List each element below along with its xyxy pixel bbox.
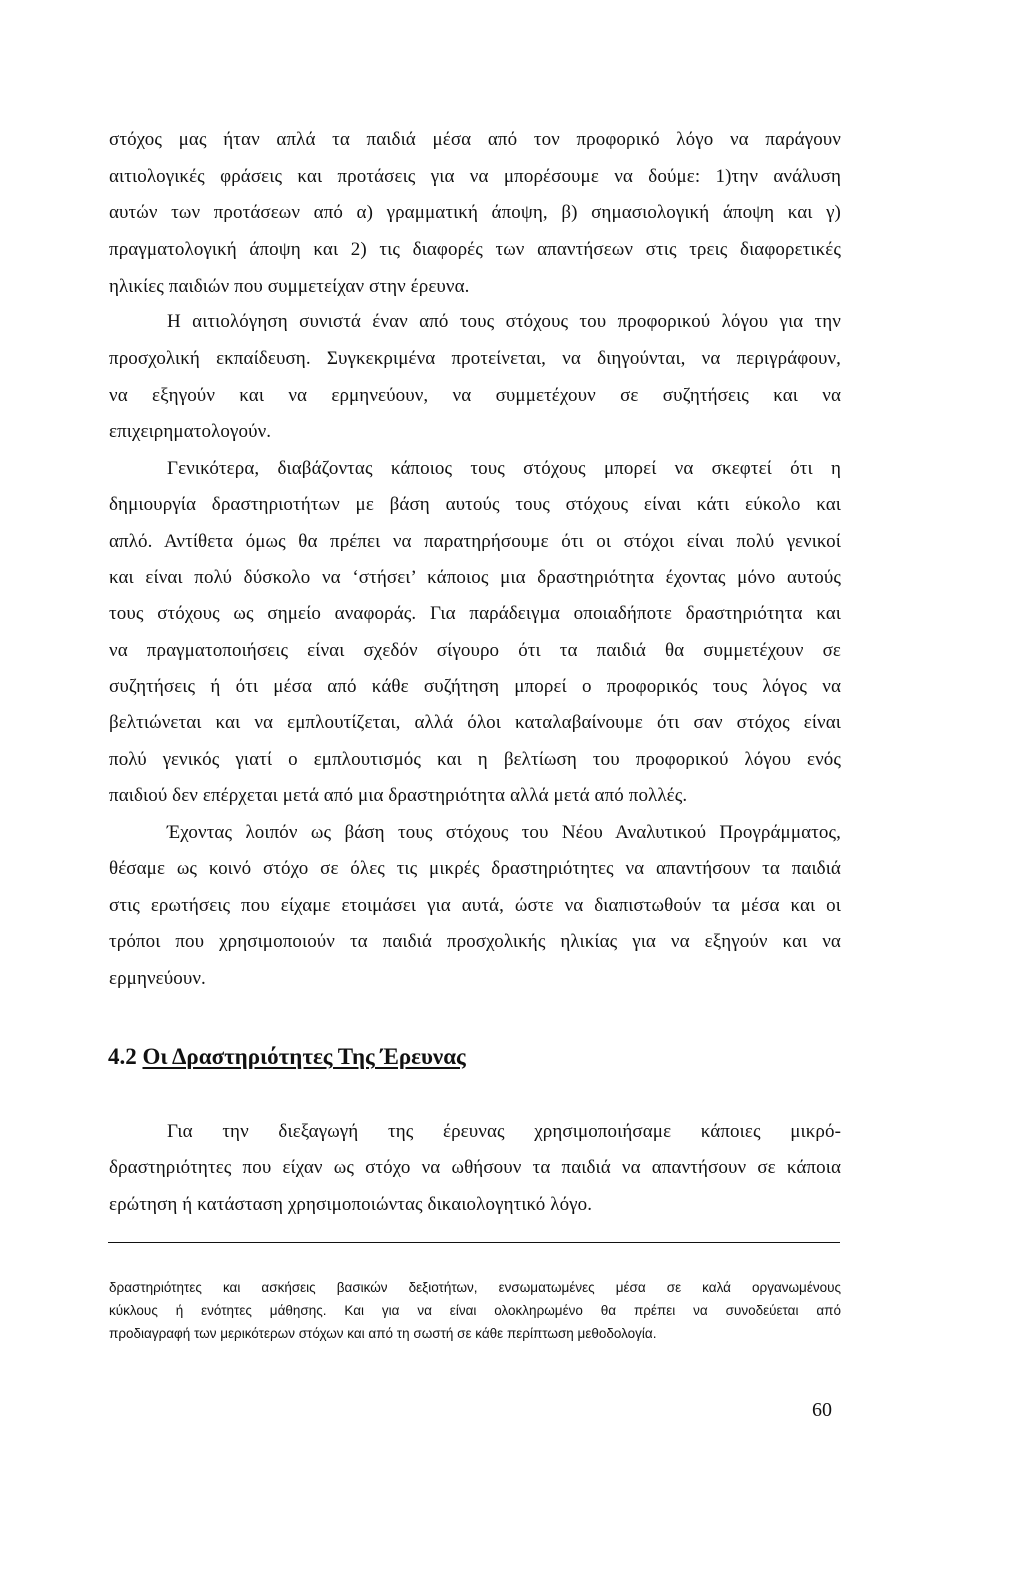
body-text-line: αυτών των προτάσεων από α) γραμματική άποψη, β) σημασιολογική άποψη και γ) xyxy=(109,202,841,223)
body-text-line: θέσαμε ως κοινό στόχο σε όλες τις μικρές δραστηριότητες να απαντήσουν τα παιδιά xyxy=(109,858,841,879)
body-text-line: πραγματολογική άποψη και 2) τις διαφορές των απαντήσεων στις τρεις διαφορετικές xyxy=(109,239,841,260)
footnote-line: κύκλους ή ενότητες μάθησης. Και για να είναι ολοκληρωμένο θα πρέπει να συνοδεύεται από xyxy=(109,1303,841,1318)
section-heading xyxy=(108,1043,466,1071)
body-text-line: Έχοντας λοιπόν ως βάση τους στόχους του Νέου Αναλυτικού Προγράμματος, xyxy=(167,822,841,843)
body-text-line: προσχολική εκπαίδευση. Συγκεκριμένα προτείνεται, να διηγούνται, να περιγράφουν, xyxy=(109,348,841,369)
body-text-line: βελτιώνεται και να εμπλουτίζεται, αλλά όλοι καταλαβαίνουμε ότι σαν στόχος είναι xyxy=(109,712,841,733)
body-text-line: ηλικίες παιδιών που συμμετείχαν στην έρευνα. xyxy=(109,276,470,297)
section-number: 4.2 xyxy=(108,1044,137,1069)
body-text-line: στόχος μας ήταν απλά τα παιδιά μέσα από τον προφορικό λόγο να παράγουν xyxy=(109,129,841,150)
footnote-line: προδιαγραφή των μερικότερων στόχων και από τη σωστή σε κάθε περίπτωση μεθοδολογία. xyxy=(109,1326,657,1341)
body-text-line: τρόποι που χρησιμοποιούν τα παιδιά προσχολικής ηλικίας για να εξηγούν και να xyxy=(109,931,841,952)
body-text-line: Για την διεξαγωγή της έρευνας χρησιμοποιήσαμε κάποιες μικρό- xyxy=(167,1121,841,1142)
body-text-line: δημιουργία δραστηριοτήτων με βάση αυτούς τους στόχους είναι κάτι εύκολο και xyxy=(109,494,841,515)
body-text-line: στις ερωτήσεις που είχαμε ετοιμάσει για αυτά, ώστε να διαπιστωθούν τα μέσα και οι xyxy=(109,895,841,916)
footnote-line: δραστηριότητες και ασκήσεις βασικών δεξιοτήτων, ενσωματωμένες μέσα σε καλά οργανωμένους xyxy=(109,1280,841,1295)
footnote-separator xyxy=(108,1242,840,1243)
body-text-line: να εξηγούν και να ερμηνεύουν, να συμμετέχουν σε συζητήσεις και να xyxy=(109,385,841,406)
body-text-line: απλό. Αντίθετα όμως θα πρέπει να παρατηρήσουμε ότι οι στόχοι είναι πολύ γενικοί xyxy=(109,531,841,552)
body-text-line: Η αιτιολόγηση συνιστά έναν από τους στόχους του προφορικού λόγου για την xyxy=(167,311,841,332)
body-text-line: επιχειρηματολογούν. xyxy=(109,421,272,442)
body-text-line: αιτιολογικές φράσεις και προτάσεις για να μπορέσουμε να δούμε: 1)την ανάλυση xyxy=(109,166,841,187)
body-text-line: δραστηριότητες που είχαν ως στόχο να ωθήσουν τα παιδιά να απαντήσουν σε κάποια xyxy=(109,1157,841,1178)
body-text-line: πολύ γενικός γιατί ο εμπλουτισμός και η βελτίωση του προφορικού λόγου ενός xyxy=(109,749,841,770)
page-number: 60 xyxy=(812,1399,832,1421)
body-text-line: ερμηνεύουν. xyxy=(109,968,206,989)
body-text-line: παιδιού δεν επέρχεται μετά από μια δραστηριότητα αλλά μετά από πολλές. xyxy=(109,785,688,806)
body-text-line: συζητήσεις ή ότι μέσα από κάθε συζήτηση μπορεί ο προφορικός τους λόγος να xyxy=(109,676,841,697)
body-text-line: ερώτηση ή κατάσταση χρησιμοποιώντας δικαιολογητικό λόγο. xyxy=(109,1194,593,1215)
body-text-line: και είναι πολύ δύσκολο να ‘στήσει’ κάποιος μια δραστηριότητα έχοντας μόνο αυτούς xyxy=(109,567,841,588)
body-text-line: τους στόχους ως σημείο αναφοράς. Για παράδειγμα οποιαδήποτε δραστηριότητα και xyxy=(109,603,841,624)
body-text-line: Γενικότερα, διαβάζοντας κάποιος τους στόχους μπορεί να σκεφτεί ότι η xyxy=(167,458,841,479)
section-title: Οι Δραστηριότητες Της Έρευνας xyxy=(142,1044,466,1069)
body-text-line: να πραγματοποιήσεις είναι σχεδόν σίγουρο ότι τα παιδιά θα συμμετέχουν σε xyxy=(109,640,841,661)
